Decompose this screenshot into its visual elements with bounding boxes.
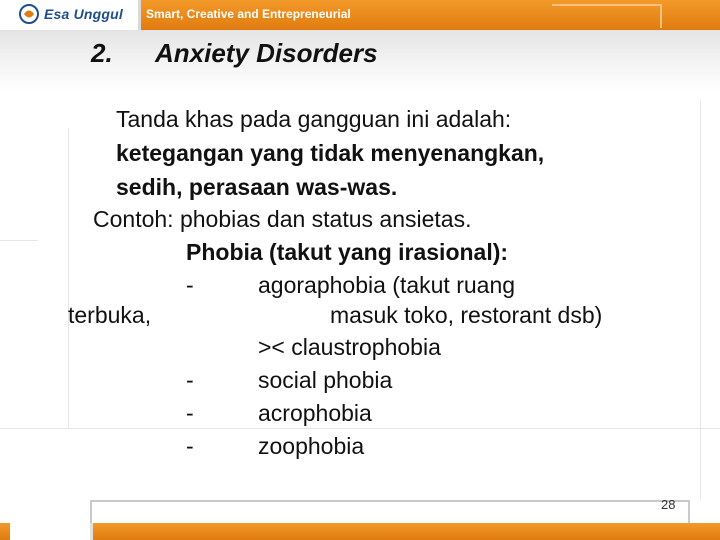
footer-frame xyxy=(90,500,690,523)
list-dash: - xyxy=(186,272,194,298)
frame-line xyxy=(0,240,38,241)
page-number: 28 xyxy=(661,497,676,512)
logo-text: Esa Unggul xyxy=(44,6,124,22)
body-line-2: ketegangan yang tidak menyenangkan, xyxy=(116,140,545,166)
slide-title: Anxiety Disorders xyxy=(155,38,378,68)
body-line-7b: masuk toko, restorant dsb) xyxy=(330,302,603,328)
header-bar xyxy=(0,0,720,30)
body-line-1: Tanda khas pada gangguan ini adalah: xyxy=(116,106,512,132)
logo xyxy=(0,0,141,30)
frame-line xyxy=(68,128,69,428)
footer-bar xyxy=(0,523,720,540)
frame-line xyxy=(0,428,720,429)
tagline: Smart, Creative and Entrepreneurial xyxy=(146,7,351,21)
header-frame-decoration xyxy=(552,4,662,28)
university-emblem-icon xyxy=(18,3,46,25)
list-dash: - xyxy=(186,433,194,459)
body-line-4: Contoh: phobias dan status ansietas. xyxy=(93,206,472,232)
body-line-5: Phobia (takut yang irasional): xyxy=(186,239,509,265)
slide-title-number: 2. xyxy=(91,38,113,68)
list-item-agoraphobia: agoraphobia (takut ruang xyxy=(258,272,516,298)
frame-line xyxy=(700,100,701,500)
body-line-3: sedih, perasaan was-was. xyxy=(116,174,398,200)
list-dash: - xyxy=(186,400,194,426)
list-item-zoophobia: zoophobia xyxy=(258,433,365,459)
footer-bar-inset xyxy=(10,523,93,540)
list-item-acrophobia: acrophobia xyxy=(258,400,372,426)
list-item-claustrophobia: >< claustrophobia xyxy=(258,334,441,360)
body-line-7a: terbuka, xyxy=(68,302,152,328)
list-item-social-phobia: social phobia xyxy=(258,367,393,393)
list-dash: - xyxy=(186,367,194,393)
